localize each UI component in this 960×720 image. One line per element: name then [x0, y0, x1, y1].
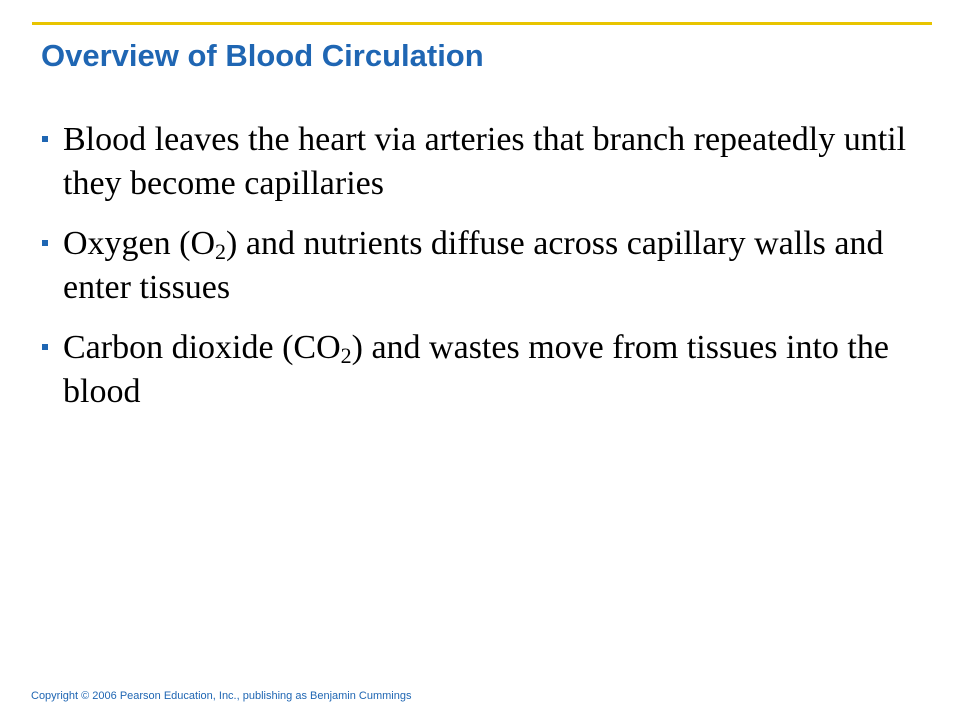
slide-title: Overview of Blood Circulation	[41, 38, 484, 73]
square-bullet-icon	[42, 344, 48, 350]
bullet-text	[63, 326, 922, 414]
subscript: 2	[340, 343, 352, 368]
bullet-text-segment: ) and wastes move from tissues into the blood	[63, 329, 889, 410]
bullet-item	[42, 326, 922, 414]
square-bullet-icon	[42, 240, 48, 246]
copyright-footer: Copyright © 2006 Pearson Education, Inc., publishing as Benjamin Cummings	[31, 690, 412, 702]
bullet-item	[42, 222, 922, 310]
bullet-text	[63, 222, 922, 310]
bullet-text	[63, 118, 922, 206]
bullet-text-segment: Carbon dioxide (CO	[63, 329, 341, 366]
subscript: 2	[215, 239, 227, 264]
bullet-text-segment: Blood leaves the heart via arteries that branch repeatedly until they become capillaries	[63, 121, 907, 202]
bullet-text-segment: ) and nutrients diffuse across capillary walls and enter tissues	[63, 225, 884, 306]
title-accent-rule	[32, 22, 932, 25]
square-bullet-icon	[42, 136, 48, 142]
bullet-item	[42, 118, 922, 206]
bullet-list	[42, 118, 922, 430]
bullet-text-segment: Oxygen (O	[63, 225, 216, 262]
